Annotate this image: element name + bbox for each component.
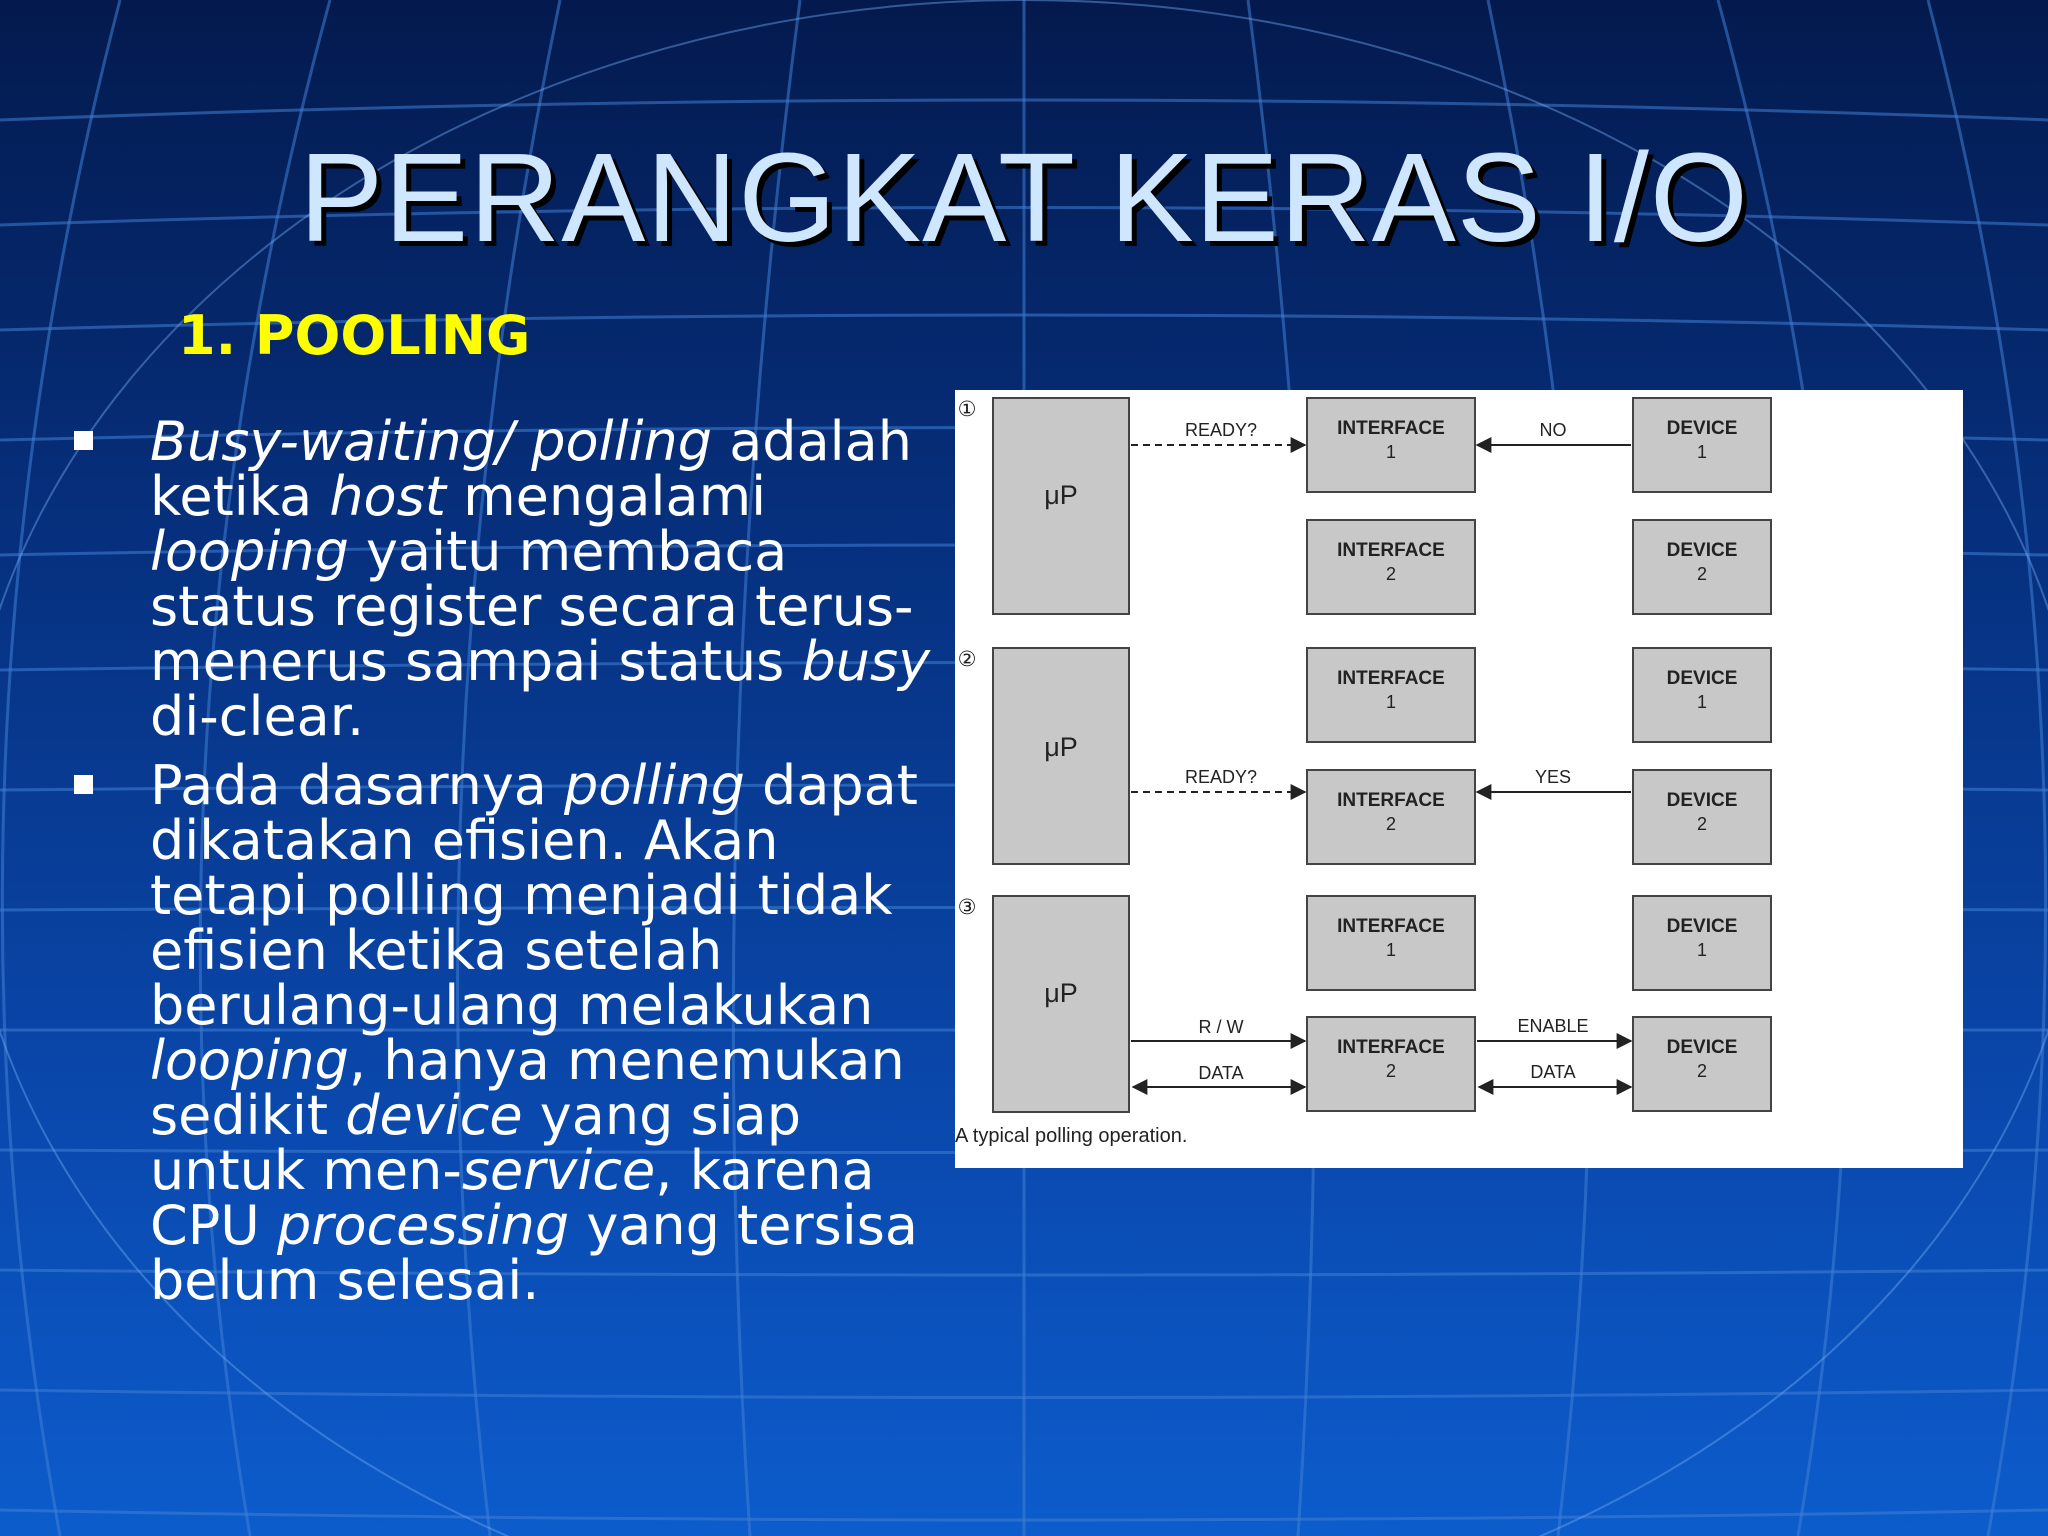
device-number: 1 <box>1696 692 1708 712</box>
diagram-step-3 <box>958 895 1771 1112</box>
interface-label: INTERFACE <box>1337 418 1445 439</box>
text-run: yaitu membaca status register secara terus-menerus sampai status <box>150 520 914 693</box>
italic-text-run: looping <box>150 520 349 583</box>
step-number: ② <box>957 647 977 671</box>
italic-text-run: busy <box>801 630 931 693</box>
interface-label: INTERFACE <box>1337 668 1445 689</box>
diagram-step-2 <box>958 647 1771 864</box>
microprocessor-label: μP <box>1044 480 1078 510</box>
bullet-list <box>72 410 952 1322</box>
square-bullet-icon <box>74 431 93 450</box>
step-number: ① <box>957 397 977 421</box>
interface-label: INTERFACE <box>1337 916 1445 937</box>
bullet-item <box>72 754 952 1312</box>
signal-label: READY? <box>1184 767 1258 787</box>
text-run: yang siap untuk men- <box>150 1084 802 1202</box>
diagram-step-1 <box>958 397 1771 614</box>
section-heading: 1. POOLING <box>178 304 531 367</box>
signal-label: READY? <box>1184 420 1258 440</box>
interface-number: 2 <box>1385 564 1397 584</box>
interface-number: 1 <box>1385 940 1397 960</box>
italic-text-run: polling <box>564 754 745 817</box>
interface-number: 2 <box>1385 814 1397 834</box>
italic-text-run: looping <box>150 1029 349 1092</box>
text-run: dapat dikatakan efisien. Akan tetapi polling menjadi tidak efisien ketika setelah berulang-ulang melakukan <box>150 754 918 1037</box>
italic-text-run: device <box>345 1084 523 1147</box>
text-run: adalah ketika <box>150 410 912 528</box>
text-run: di-clear. <box>150 685 365 748</box>
diagram-caption: A typical polling operation. <box>955 1125 1188 1147</box>
device-number: 1 <box>1696 442 1708 462</box>
square-bullet-icon <box>74 775 93 794</box>
italic-text-run: host <box>329 465 446 528</box>
interface-label: INTERFACE <box>1337 1037 1445 1058</box>
device-label: DEVICE <box>1666 540 1738 561</box>
device-number: 2 <box>1696 564 1708 584</box>
microprocessor-label: μP <box>1044 732 1078 762</box>
interface-number: 1 <box>1385 692 1397 712</box>
device-number: 2 <box>1696 1061 1708 1081</box>
device-label: DEVICE <box>1666 790 1738 811</box>
italic-text-run: processing <box>276 1194 570 1257</box>
interface-number: 1 <box>1385 442 1397 462</box>
slide-title: PERANGKAT KERAS I/O <box>299 127 1749 268</box>
device-number: 1 <box>1696 940 1708 960</box>
text-run: , karena CPU <box>150 1139 875 1257</box>
bullet-text <box>150 754 918 1312</box>
device-label: DEVICE <box>1666 916 1738 937</box>
text-run: mengalami <box>445 465 767 528</box>
italic-text-run: service <box>461 1139 656 1202</box>
device-label: DEVICE <box>1666 418 1738 439</box>
polling-diagram-svg <box>955 390 1963 1168</box>
interface-label: INTERFACE <box>1337 540 1445 561</box>
microprocessor-label: μP <box>1044 978 1078 1008</box>
bullet-text <box>150 410 930 748</box>
signal-label: DATA <box>1198 1063 1244 1083</box>
signal-label: DATA <box>1530 1062 1576 1082</box>
signal-label: ENABLE <box>1517 1016 1589 1036</box>
interface-label: INTERFACE <box>1337 790 1445 811</box>
italic-text-run: Busy-waiting/ polling <box>150 410 713 473</box>
text-run: Pada dasarnya <box>150 754 565 817</box>
polling-diagram <box>955 390 1963 1168</box>
device-label: DEVICE <box>1666 1037 1738 1058</box>
signal-label: YES <box>1534 767 1572 787</box>
device-label: DEVICE <box>1666 668 1738 689</box>
step-number: ③ <box>957 895 977 919</box>
interface-number: 2 <box>1385 1061 1397 1081</box>
device-number: 2 <box>1696 814 1708 834</box>
bullet-item <box>72 410 952 748</box>
signal-label: NO <box>1539 420 1567 440</box>
text-run: , hanya menemukan sedikit <box>150 1029 905 1147</box>
text-run: yang tersisa belum selesai. <box>150 1194 919 1312</box>
signal-label: R / W <box>1198 1017 1244 1037</box>
